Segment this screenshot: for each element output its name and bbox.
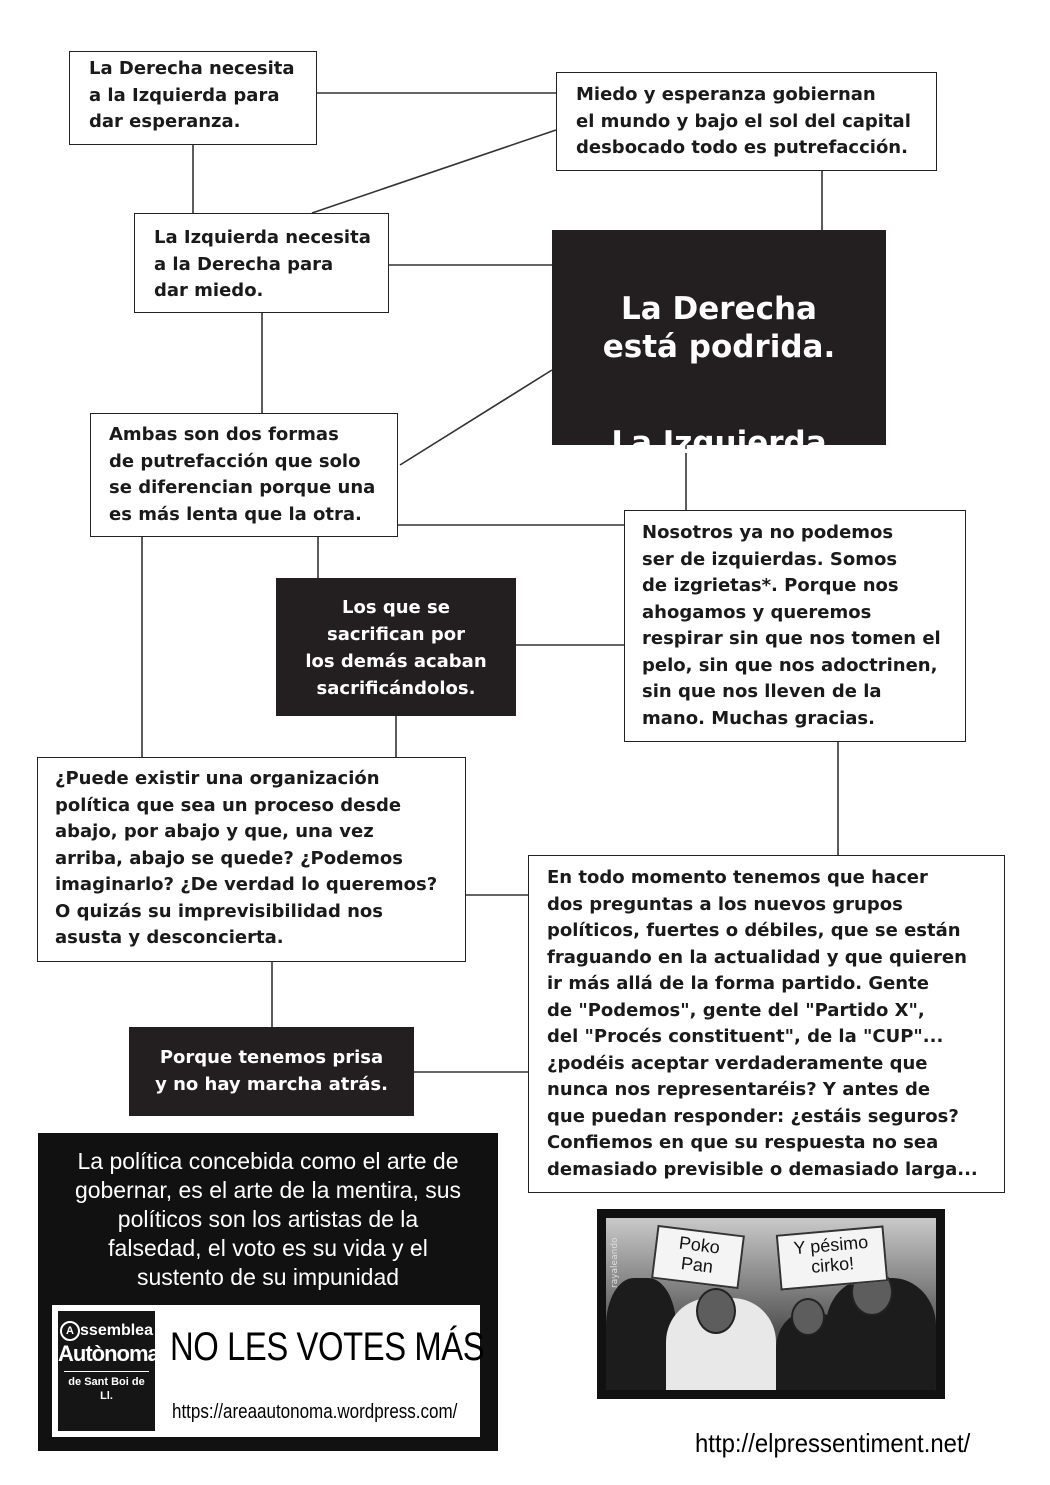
en-todo-momento-box: En todo momento tenemos que hacer dos preguntas a los nuevos grupos políticos, fuertes o débiles, que se están fraguando en la actualidad y que quieren ir más allá de la forma partido. Gente de "Podemos", gente del "Partido X", del "Procés constituent", de la "CUP"... ¿podéis aceptar verdaderamente que nunca nos representaréis? Y antes de que puedan responder: ¿estáis seguros? Confiemos en que su respuesta no sea demasiado previsible o demasiado larga... xyxy=(528,855,1005,1193)
izquierda-necesita-box: La Izquierda necesita a la Derecha para dar miedo. xyxy=(134,213,389,313)
crowd-head xyxy=(791,1298,825,1336)
photo-credit: rayaleando xyxy=(610,1237,620,1288)
los-que-se-box: Los que se sacrifican por los demás acaban sacrificándolos. xyxy=(276,578,516,716)
politics-panel xyxy=(38,1133,498,1451)
protest-sign-right: Y pésimo cirko! xyxy=(776,1225,888,1290)
connector xyxy=(400,370,552,465)
porque-prisa-box: Porque tenemos prisa y no hay marcha atrás. xyxy=(129,1027,414,1116)
protest-photo xyxy=(597,1209,945,1399)
crowd-head xyxy=(696,1288,736,1334)
nosotros-box: Nosotros ya no podemos ser de izquierdas. Somos de izgrietas*. Porque nos ahogamos y queremos respirar sin que nos tomen el pelo, sin que nos adoctrinen, sin que nos lleven de la mano. Muchas gracias. xyxy=(624,510,966,742)
footer-url-link[interactable]: http://elpressentiment.net/ xyxy=(695,1428,971,1458)
miedo-esperanza-box: Miedo y esperanza gobiernan el mundo y bajo el sol del capital desbocado todo es putrefacción. xyxy=(556,72,937,171)
central-title: La Derecha está podrida. xyxy=(602,291,836,365)
logo-line1: ssemblea xyxy=(80,1322,153,1340)
puede-existir-box: ¿Puede existir una organización política que sea un proceso desde abajo, por abajo y que, una vez arriba, abajo se quede? ¿Podemos imaginarlo? ¿De verdad lo queremos? O quizás su imprevisibilidad nos asusta y desconcierta. xyxy=(37,757,466,962)
assemblea-logo xyxy=(58,1311,159,1431)
slogan: NO LES VOTES MÁS xyxy=(170,1325,485,1369)
central-statement-box xyxy=(552,230,886,499)
connector xyxy=(312,130,556,213)
panel-text: La política concebida como el arte de gobernar, es el arte de la mentira, sus políticos son los artistas de la falsedad, el voto es su vida y el sustento de su impunidad xyxy=(74,1148,462,1290)
panel-url-link[interactable]: https://areaautonoma.wordpress.com/ xyxy=(172,1401,458,1423)
logo-line2: Autònoma xyxy=(58,1341,159,1366)
derecha-necesita-box: La Derecha necesita a la Izquierda para dar esperanza. xyxy=(69,51,317,145)
ambas-box: Ambas son dos formas de putrefacción que solo se diferencian porque una es más lenta que la otra. xyxy=(90,413,398,537)
protest-sign-left: Poko Pan xyxy=(651,1225,745,1289)
protest-photo-image xyxy=(606,1218,936,1390)
panel-inner xyxy=(52,1305,485,1437)
logo-initial: A xyxy=(60,1321,80,1341)
central-subtitle: La Izquierda se pudre. xyxy=(611,425,827,499)
logo-line3: de Sant Boi de Ll. xyxy=(64,1371,149,1403)
